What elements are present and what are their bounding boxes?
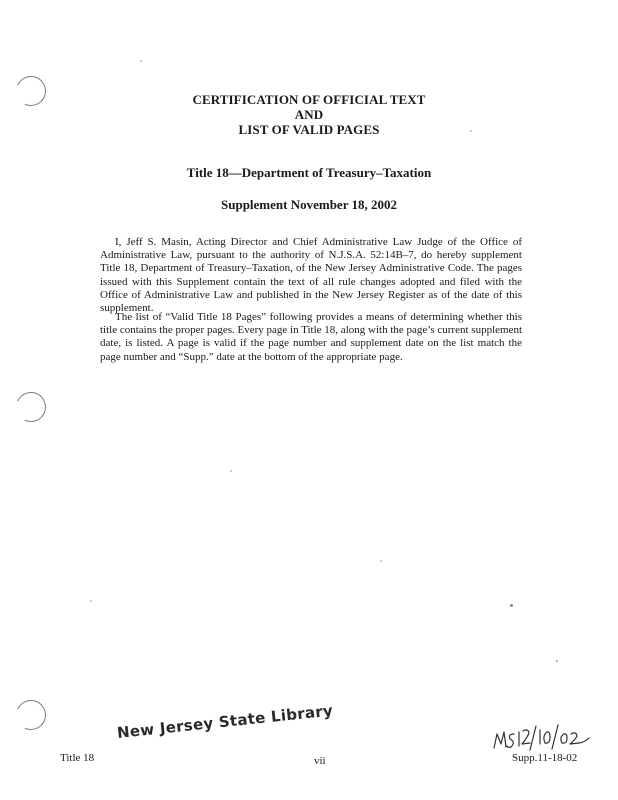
certification-title-line3: LIST OF VALID PAGES [238, 122, 380, 137]
scan-speck [140, 60, 142, 62]
certification-title [0, 92, 618, 137]
certification-title-line2: AND [294, 107, 324, 122]
supplement-heading: Supplement November 18, 2002 [221, 197, 397, 212]
certification-title-line1: CERTIFICATION OF OFFICIAL TEXT [192, 92, 426, 107]
scan-speck [510, 604, 513, 607]
punch-hole-middle [12, 388, 50, 426]
footer-page-number: vii [314, 755, 326, 767]
punch-hole-bottom [12, 696, 50, 734]
scan-speck [230, 470, 232, 472]
scan-speck [380, 560, 382, 562]
scan-speck [90, 600, 92, 602]
certification-paragraph: I, Jeff S. Masin, Acting Director and Chief Administrative Law Judge of the Office of Administrative Law, pursuant to the authority of N.J.S.A. 52:14B–7, do hereby supplement Title 18, Department of Treasury–Taxation, of the New Jersey Administrative Code. The pages issued with this Supplement contain the text of all rule changes adopted and filed with the Office of Administrative Law and published in the New Jersey Register as of the date of this supplement. [100, 236, 522, 315]
valid-pages-paragraph: The list of “Valid Title 18 Pages” following provides a means of determining whether this title contains the proper pages. Every page in Title 18, along with the page’s current supplement date, is listed. A page is valid if the page number and supplement date on the list match the page number and “Supp.” date at the bottom of the appropriate page. [100, 311, 522, 363]
scan-speck [556, 660, 558, 662]
library-stamp: New Jersey State Library [116, 701, 334, 742]
footer-supplement-date: Supp.11-18-02 [512, 752, 578, 764]
footer-title: Title 18 [60, 752, 95, 764]
title-heading: Title 18—Department of Treasury–Taxation [186, 165, 432, 180]
